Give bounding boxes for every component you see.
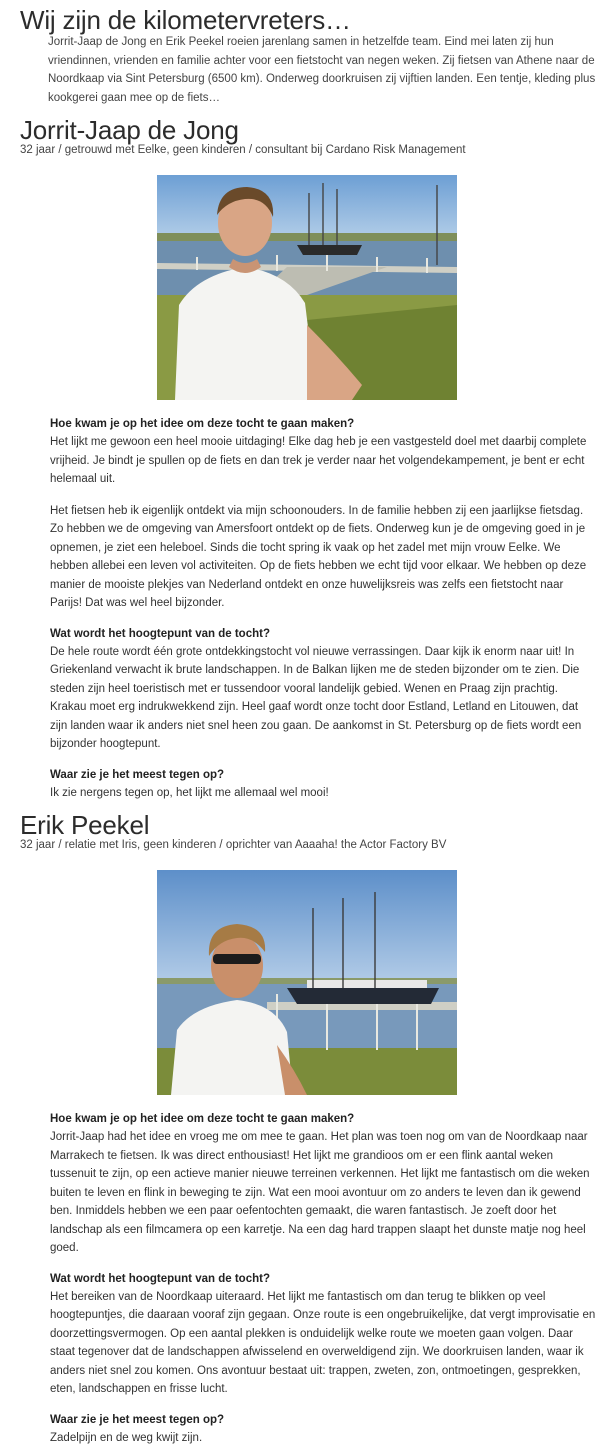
question-dread: Waar zie je het meest tegen op? bbox=[50, 768, 225, 781]
answer-dread: Zadelpijn en de weg kwijt zijn. bbox=[50, 1431, 203, 1444]
answer-dread: Ik zie nergens tegen op, het lijkt me allemaal wel mooi! bbox=[50, 786, 329, 799]
question-idea: Hoe kwam je op het idee om deze tocht te gaan maken? bbox=[50, 418, 355, 430]
question-highlight: Wat wordt het hoogtepunt van de tocht? bbox=[50, 627, 270, 640]
intro-text: Jorrit-Jaap de Jong en Erik Peekel roeien jarenlang samen in hetzelfde team. Eind mei laten zij hun vriendinnen, vrienden en familie achter voor een fietstocht van negen weken. Zij fietsen van Athene naar de Noordkaap via Sint Petersburg (6500 km). Onderweg doorkruisen zij vijftien landen. Een tentje, kleding plus kookgerei gaan mee op de fiets… bbox=[48, 36, 596, 104]
answer-idea-cont: Het fietsen heb ik eigenlijk ontdekt via mijn schoonouders. In de familie hebben zij een jaarlijkse fietsdag. Zo hebben we de omgeving van Amersfoort ontdekt op de fiets. Onderweg kun je de omgeving goed in je opnemen, je ziet een heleboel. Sinds die tocht spring ik vaak op het zadel met mijn vrouw Eelke. We hebben allebei een leven vol activiteiten. Op de fiets hebben we echt tijd voor elkaar. We hebben op deze manier de mooiste plekjes van Nederland ontdekt en onze huwelijksreis was zelfs een fietstocht naar Parijs! Dat was wel heel bijzonder. bbox=[50, 504, 587, 609]
photo-jorrit bbox=[157, 175, 457, 400]
person-name-erik: Erik Peekel bbox=[20, 810, 150, 840]
person-name-jorrit: Jorrit-Jaap de Jong bbox=[20, 115, 239, 145]
person-subtitle-jorrit: 32 jaar / getrouwd met Eelke, geen kinderen / consultant bij Cardano Risk Management bbox=[20, 144, 466, 156]
page-title: Wij zijn de kilometervreters… bbox=[20, 5, 351, 35]
interview-jorrit bbox=[50, 416, 596, 802]
question-dread: Waar zie je het meest tegen op? bbox=[50, 1413, 225, 1426]
answer-highlight: Het bereiken van de Noordkaap uiteraard. Het lijkt me fantastisch om dan terug te blikken op veel hoogtepuntjes, die daaraan vooraf zijn gegaan. Onze route is een ongebruikelijke, dat vergt improvisatie en doorzettingsvermogen. Op een aantal plekken is onduidelijk welke route we moeten gaan volgen. Daar staat tegenover dat de landschappen afwisselend en overweldigend zijn. We doorkruisen landen, waar ik anders niet snel zou komen. Ons avontuur bestaat uit: trappen, zweten, zon, ontmoetingen, gesprekken, eten, landschappen en frisse lucht. bbox=[50, 1290, 596, 1395]
question-idea: Hoe kwam je op het idee om deze tocht te gaan maken? bbox=[50, 1113, 355, 1125]
photo-erik bbox=[157, 870, 457, 1095]
answer-idea: Het lijkt me gewoon een heel mooie uitdaging! Elke dag heb je een vastgesteld doel met daarbij complete vrijheid. Je bindt je spullen op de fiets en dan trek je verder naar het volgendekampement, je bent er echt helemaal uit. bbox=[50, 436, 587, 485]
interview-erik bbox=[50, 1111, 596, 1447]
question-highlight: Wat wordt het hoogtepunt van de tocht? bbox=[50, 1272, 270, 1285]
person-subtitle-erik: 32 jaar / relatie met Iris, geen kinderen / oprichter van Aaaaha! the Actor Factory BV bbox=[20, 839, 447, 851]
answer-idea: Jorrit-Jaap had het idee en vroeg me om mee te gaan. Het plan was toen nog om van de Noordkaap naar Marrakech te fietsen. Ik was direct enthousiast! Het lijkt me grandioos om er een flink aantal weken tussenuit te zijn, op een actieve manier nieuwe terreinen verkennen. Het lijkt me fantastisch om die weken buiten te leven en flink in beweging te zijn. Wat een mooi avontuur om zo anders te leven dan ik gewend ben. Inmiddels hebben we een paar oefentochten gemaakt, die waren fantastisch. Je zoeft door het landschap als een filmcamera op een karretje. Na een dag hard trappen slaapt het dunste matje nog heel goed. bbox=[50, 1131, 590, 1254]
answer-highlight: De hele route wordt één grote ontdekkingstocht vol nieuwe verrassingen. Daar kijk ik enorm naar uit! In Griekenland verwacht ik brute landschappen. In de Balkan lijken me de steden bijzonder om te zien. Die steden zijn heel toeristisch met er tussendoor vooral landelijk gebied. Wenen en Praag zijn prachtig. Krakau moet erg indrukwekkend zijn. Heel gaaf wordt onze tocht door Estland, Letland en Litouwen, dat zijn landen waar ik anders niet snel heen zou gaan. De aankomst in St. Petersburg op de fiets wordt een bijzonder hoogtepunt. bbox=[50, 645, 582, 750]
